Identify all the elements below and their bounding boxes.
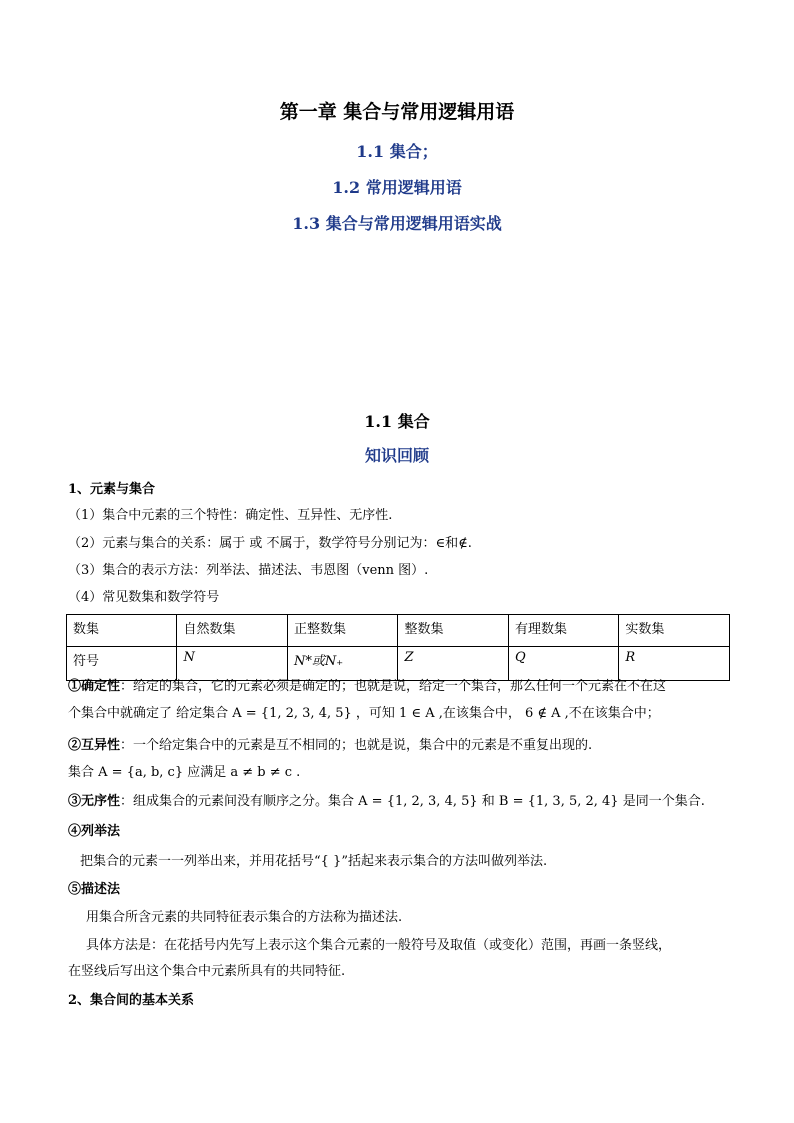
table-cell: Z	[398, 647, 508, 681]
paragraph-relation: （2）元素与集合的关系：属于 或 不属于，数学符号分别记为：∈和∉.	[68, 536, 472, 551]
term-distinctness: ②互异性	[68, 738, 121, 753]
toc-item-3: 1.3 集合与常用逻辑用语实战	[292, 214, 502, 233]
paragraph-determinacy-cont: 个集合中就确定了 给定集合 A = {1, 2, 3, 4, 5} ，可知 1 ∈ A ,在该集合中， 6 ∉ A ,不在该集合中；	[68, 706, 660, 721]
table-header-cell: 自然数集	[177, 615, 287, 647]
table-header-cell: 有理数集	[508, 615, 618, 647]
heading-elements-and-sets: 1、元素与集合	[68, 482, 156, 497]
text-distinctness: ：一个给定集合中的元素是互不相同的；也就是说，集合中的元素是不重复出现的.	[120, 738, 593, 753]
heading-set-relations: 2、集合间的基本关系	[68, 993, 195, 1008]
paragraph-roster-method: 把集合的元素一一列举出来，并用花括号“{ }”括起来表示集合的方法叫做列举法.	[80, 854, 548, 869]
section-title: 1.1 集合	[364, 412, 430, 431]
table-cell: N*或N₊	[287, 647, 397, 681]
paragraph-description-detail: 具体方法是：在花括号内先写上表示这个集合元素的一般符号及取值（或变化）范围，再画一条竖线，	[86, 938, 672, 953]
paragraph-determinacy	[68, 678, 738, 696]
table-header-row	[67, 615, 730, 647]
toc-item-2: 1.2 常用逻辑用语	[332, 178, 462, 197]
table-cell: 符号	[67, 647, 177, 681]
term-description-method: ⑤描述法	[68, 882, 121, 897]
text-determinacy: ：给定的集合，它的元素必须是确定的；也就是说，给定一个集合，那么任何一个元素在不在这	[120, 679, 667, 694]
section-subtitle: 知识回顾	[364, 446, 429, 465]
paragraph-representation: （3）集合的表示方法：列举法、描述法、韦恩图（venn 图）.	[68, 563, 429, 578]
paragraph-properties: （1）集合中元素的三个特性：确定性、互异性、无序性.	[68, 508, 393, 523]
text-unordered: ：组成集合的元素间没有顺序之分。集合 A = {1, 2, 3, 4, 5} 和 B = {1, 3, 5, 2, 4} 是同一个集合.	[120, 794, 705, 809]
paragraph-unordered	[68, 793, 738, 811]
table-header-cell: 数集	[67, 615, 177, 647]
term-unordered: ③无序性	[68, 794, 121, 809]
table-header-cell: 正整数集	[287, 615, 397, 647]
table-header-cell: 整数集	[398, 615, 508, 647]
table-header-cell: 实数集	[619, 615, 730, 647]
chapter-title: 第一章 集合与常用逻辑用语	[279, 101, 515, 123]
paragraph-distinctness	[68, 737, 738, 755]
table-cell: N	[177, 647, 287, 681]
table-cell: Q	[508, 647, 618, 681]
toc-item-1: 1.1 集合；	[356, 142, 438, 161]
table-row	[67, 647, 730, 681]
term-roster-method: ④列举法	[68, 824, 121, 839]
paragraph-number-sets: （4）常见数集和数学符号	[68, 590, 220, 605]
table-cell: R	[619, 647, 730, 681]
paragraph-description-detail-cont: 在竖线后写出这个集合中元素所具有的共同特征.	[68, 964, 346, 979]
paragraph-distinctness-cont: 集合 A = {a, b, c} 应满足 a ≠ b ≠ c .	[68, 765, 301, 780]
term-determinacy: ①确定性	[68, 679, 121, 694]
paragraph-description-method: 用集合所含元素的共同特征表示集合的方法称为描述法.	[86, 910, 403, 925]
number-sets-table	[66, 614, 730, 681]
